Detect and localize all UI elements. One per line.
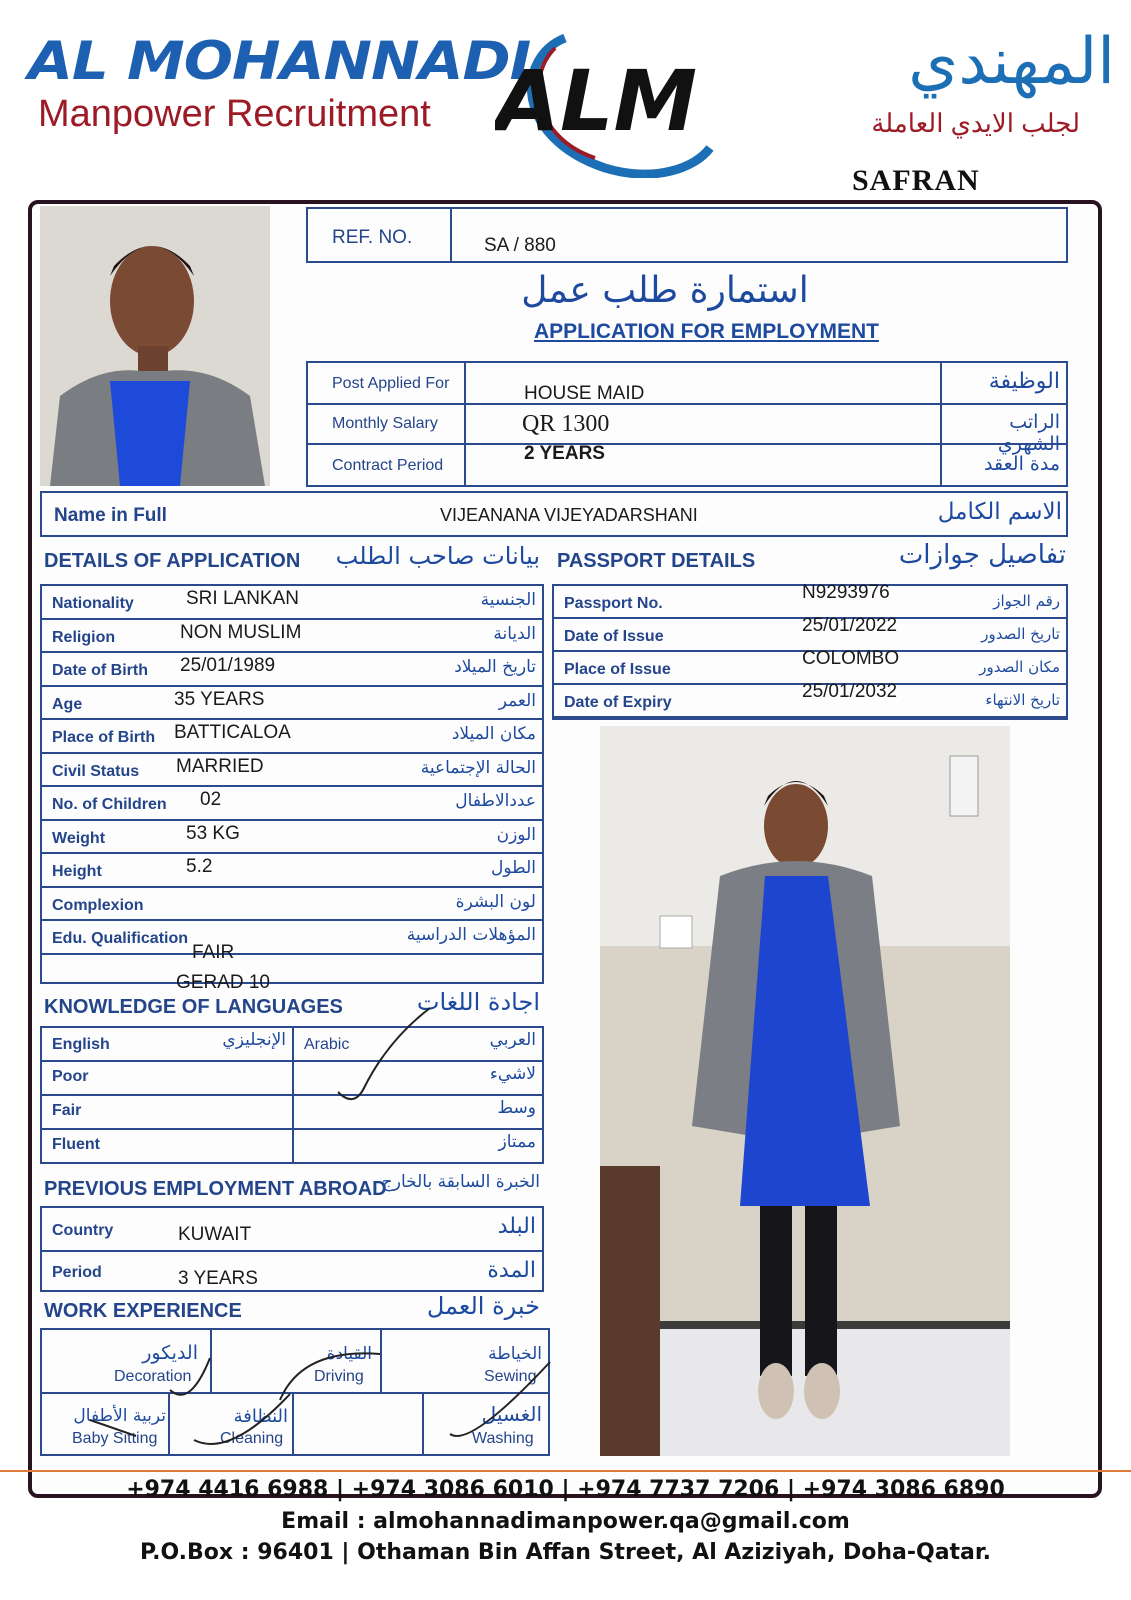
name-value: VIJEANANA VIJEYADARSHANI (440, 505, 698, 525)
decoration-label: Decoration (114, 1368, 192, 1385)
work-div-bot-2 (292, 1392, 294, 1454)
portrait-illustration (40, 206, 270, 486)
footer-email: Email : almohannadimanpower.qa@gmail.com (281, 1509, 850, 1534)
passport-row (554, 681, 1066, 718)
details-title: DETAILS OF APPLICATION (44, 550, 301, 572)
details-row-label: Nationality (52, 595, 134, 612)
details-title-arabic: بيانات صاحب الطلب (335, 542, 540, 570)
cleaning-arabic: النظافة (233, 1406, 288, 1427)
details-row-arabic: الحالة الإجتماعية (420, 757, 536, 778)
details-row-arabic: الجنسية (480, 590, 536, 610)
brand-name-arabic: المهندي (908, 25, 1115, 99)
footer-phones: +974 4416 6988 | +974 3086 6010 | +974 7737 7206 | +974 3086 6890 (126, 1477, 1005, 1502)
details-row (42, 586, 542, 620)
details-row (42, 620, 542, 654)
fair-label: Fair (52, 1102, 82, 1119)
details-row-arabic: الطول (491, 858, 536, 878)
details-row-label: Weight (52, 829, 106, 847)
details-row-label: Civil Status (52, 762, 140, 780)
fair-arabic: وسط (497, 1098, 536, 1118)
previous-title-arabic: الخبرة السابقة بالخارج (381, 1172, 540, 1192)
cleaning-label: Cleaning (220, 1430, 284, 1447)
ref-label: REF. NO. (332, 227, 413, 248)
details-row-label: Religion (52, 628, 116, 646)
details-row-value: GERAD 10 (176, 972, 270, 993)
details-row (42, 720, 542, 754)
previous-line (42, 1250, 542, 1252)
details-row-value: 35 YEARS (174, 688, 265, 710)
work-table (40, 1328, 550, 1456)
passport-table (552, 584, 1068, 720)
logo-text: ALM (495, 52, 698, 150)
fluent-label: Fluent (52, 1136, 100, 1153)
brand-subtitle-arabic: لجلب الايدي العاملة (871, 108, 1080, 138)
passport-row-label: Passport No. (564, 595, 663, 612)
footer-rule (0, 1470, 1131, 1472)
brand-subtitle: Manpower Recruitment (38, 93, 431, 135)
driving-label: Driving (314, 1368, 364, 1385)
form-title-arabic: استمارة طلب عمل (521, 270, 809, 311)
details-row-label: No. of Children (52, 796, 167, 813)
previous-title: PREVIOUS EMPLOYMENT ABROAD (44, 1178, 387, 1200)
work-div-top-1 (210, 1330, 212, 1392)
name-label: Name in Full (54, 505, 167, 526)
work-line (42, 1392, 548, 1394)
details-row-value: 02 (200, 789, 222, 810)
details-row-arabic: عددالاطفال (455, 791, 536, 811)
job-divider-right (940, 363, 942, 485)
details-row-label: Place of Birth (52, 729, 156, 746)
details-row-value: MARRIED (176, 755, 264, 777)
job-box (306, 361, 1068, 487)
details-row-arabic: المؤهلات الدراسية (406, 925, 536, 945)
contract-period-label: Contract Period (332, 457, 444, 474)
arabic-label: Arabic (304, 1036, 350, 1053)
monthly-salary-value: QR 1300 (522, 411, 610, 437)
details-row-arabic: تاريخ الميلاد (454, 657, 536, 677)
details-row-arabic: العمر (498, 690, 536, 711)
portrait-photo (40, 206, 270, 486)
post-applied-value: HOUSE MAID (524, 383, 645, 404)
details-row-value: 5.2 (186, 856, 213, 877)
alm-logo (495, 18, 725, 178)
period-label: Period (52, 1264, 102, 1281)
previous-table (40, 1206, 544, 1292)
post-applied-arabic: الوظيفة (988, 369, 1060, 394)
details-table (40, 584, 544, 993)
details-row-label: Edu. Qualification (52, 930, 189, 947)
period-arabic: المدة (487, 1258, 536, 1283)
job-row-line-1 (308, 403, 1066, 405)
passport-row-arabic: تاريخ الانتهاء (985, 691, 1060, 709)
work-div-top-2 (380, 1330, 382, 1392)
name-box (40, 491, 1068, 537)
contract-period-arabic: مدة العقد (984, 453, 1060, 475)
footer-address: P.O.Box : 96401 | Othaman Bin Affan Street, Al Aziziyah, Doha-Qatar. (140, 1540, 991, 1565)
work-div-bot-3 (422, 1392, 424, 1454)
passport-row-value: N9293976 (802, 582, 890, 603)
passport-row-value: COLOMBO (802, 648, 900, 669)
details-row-label: Height (52, 863, 102, 880)
details-row (42, 921, 542, 955)
details-row-label: Age (52, 695, 83, 713)
passport-row-label: Date of Expiry (564, 694, 672, 711)
name-arabic: الاسم الكامل (937, 499, 1062, 525)
passport-row-value: 25/01/2032 (802, 681, 898, 702)
passport-title: PASSPORT DETAILS (557, 550, 756, 572)
poor-arabic: لاشيء (489, 1064, 536, 1084)
work-div-bot-1 (168, 1392, 170, 1454)
monthly-salary-label: Monthly Salary (332, 415, 438, 432)
details-row-value: 25/01/1989 (180, 655, 276, 676)
details-row (42, 754, 542, 788)
passport-row-arabic: رقم الجواز (993, 592, 1060, 610)
details-row-value: FAIR (192, 942, 235, 963)
passport-title-arabic: تفاصيل جوازات (898, 540, 1066, 570)
details-row-value: 53 KG (186, 822, 240, 844)
work-title: WORK EXPERIENCE (44, 1300, 242, 1322)
details-row (42, 653, 542, 687)
details-row (42, 787, 542, 821)
brand-name-english: AL MOHANNADI (28, 30, 531, 92)
details-row (42, 687, 542, 721)
fluent-arabic: ممتاز (498, 1132, 536, 1152)
details-row-value: BATTICALOA (174, 722, 291, 743)
post-applied-label: Post Applied For (332, 375, 450, 392)
details-row-label: Complexion (52, 896, 144, 914)
passport-row-label: Date of Issue (564, 628, 664, 645)
ref-box (306, 207, 1068, 263)
details-row-arabic: الديانة (493, 623, 536, 644)
languages-title-arabic: اجادة اللغات (416, 988, 540, 1016)
details-row (42, 888, 542, 922)
passport-row-label: Place of Issue (564, 661, 671, 678)
monthly-salary-arabic: الراتب الشهري (997, 411, 1060, 455)
details-row (42, 854, 542, 888)
country-value: KUWAIT (178, 1224, 252, 1245)
country-label: Country (52, 1222, 114, 1239)
languages-line-3 (42, 1128, 542, 1130)
english-label: English (52, 1036, 110, 1053)
details-row-arabic: الوزن (496, 824, 536, 845)
languages-line-1 (42, 1060, 542, 1062)
details-row-value: NON MUSLIM (180, 621, 302, 643)
details-row-arabic: مكان الميلاد (451, 724, 536, 744)
work-title-arabic: خبرة العمل (426, 1292, 540, 1320)
sewing-arabic: الخياطة (488, 1344, 542, 1364)
details-row (42, 821, 542, 855)
baby-sitting-label: Baby Sitting (72, 1430, 158, 1447)
contract-period-value: 2 YEARS (524, 443, 605, 464)
english-arabic: الإنجليزي (222, 1030, 286, 1050)
passport-row-arabic: تاريخ الصدور (981, 625, 1060, 643)
passport-row-value: 25/01/2022 (802, 615, 898, 636)
ref-value: SA / 880 (484, 235, 556, 256)
ref-divider (450, 209, 452, 261)
poor-label: Poor (52, 1068, 89, 1085)
full-body-illustration (600, 726, 1010, 1456)
languages-title: KNOWLEDGE OF LANGUAGES (44, 996, 343, 1018)
details-row-arabic: لون البشرة (455, 891, 536, 912)
arabic-arabic: العربي (489, 1030, 536, 1050)
country-arabic: البلد (497, 1214, 536, 1239)
driving-arabic: القيادة (326, 1344, 372, 1364)
baby-sitting-arabic: تربية الأطفال (73, 1406, 166, 1426)
washing-label: Washing (472, 1430, 534, 1447)
full-body-photo (600, 726, 1010, 1456)
languages-line-2 (42, 1094, 542, 1096)
form-title-english: APPLICATION FOR EMPLOYMENT (534, 320, 879, 343)
washing-arabic: الغسيل (481, 1402, 542, 1426)
decoration-arabic: الديكور (142, 1342, 198, 1364)
details-row-label: Date of Birth (52, 662, 148, 679)
languages-table (40, 1026, 544, 1164)
passport-row-arabic: مكان الصدور (979, 658, 1060, 676)
sewing-label: Sewing (484, 1368, 537, 1385)
job-divider-left (464, 363, 466, 485)
details-row-value: SRI LANKAN (186, 588, 299, 609)
agency-name: SAFRAN (852, 164, 980, 197)
period-value: 3 YEARS (178, 1268, 258, 1289)
